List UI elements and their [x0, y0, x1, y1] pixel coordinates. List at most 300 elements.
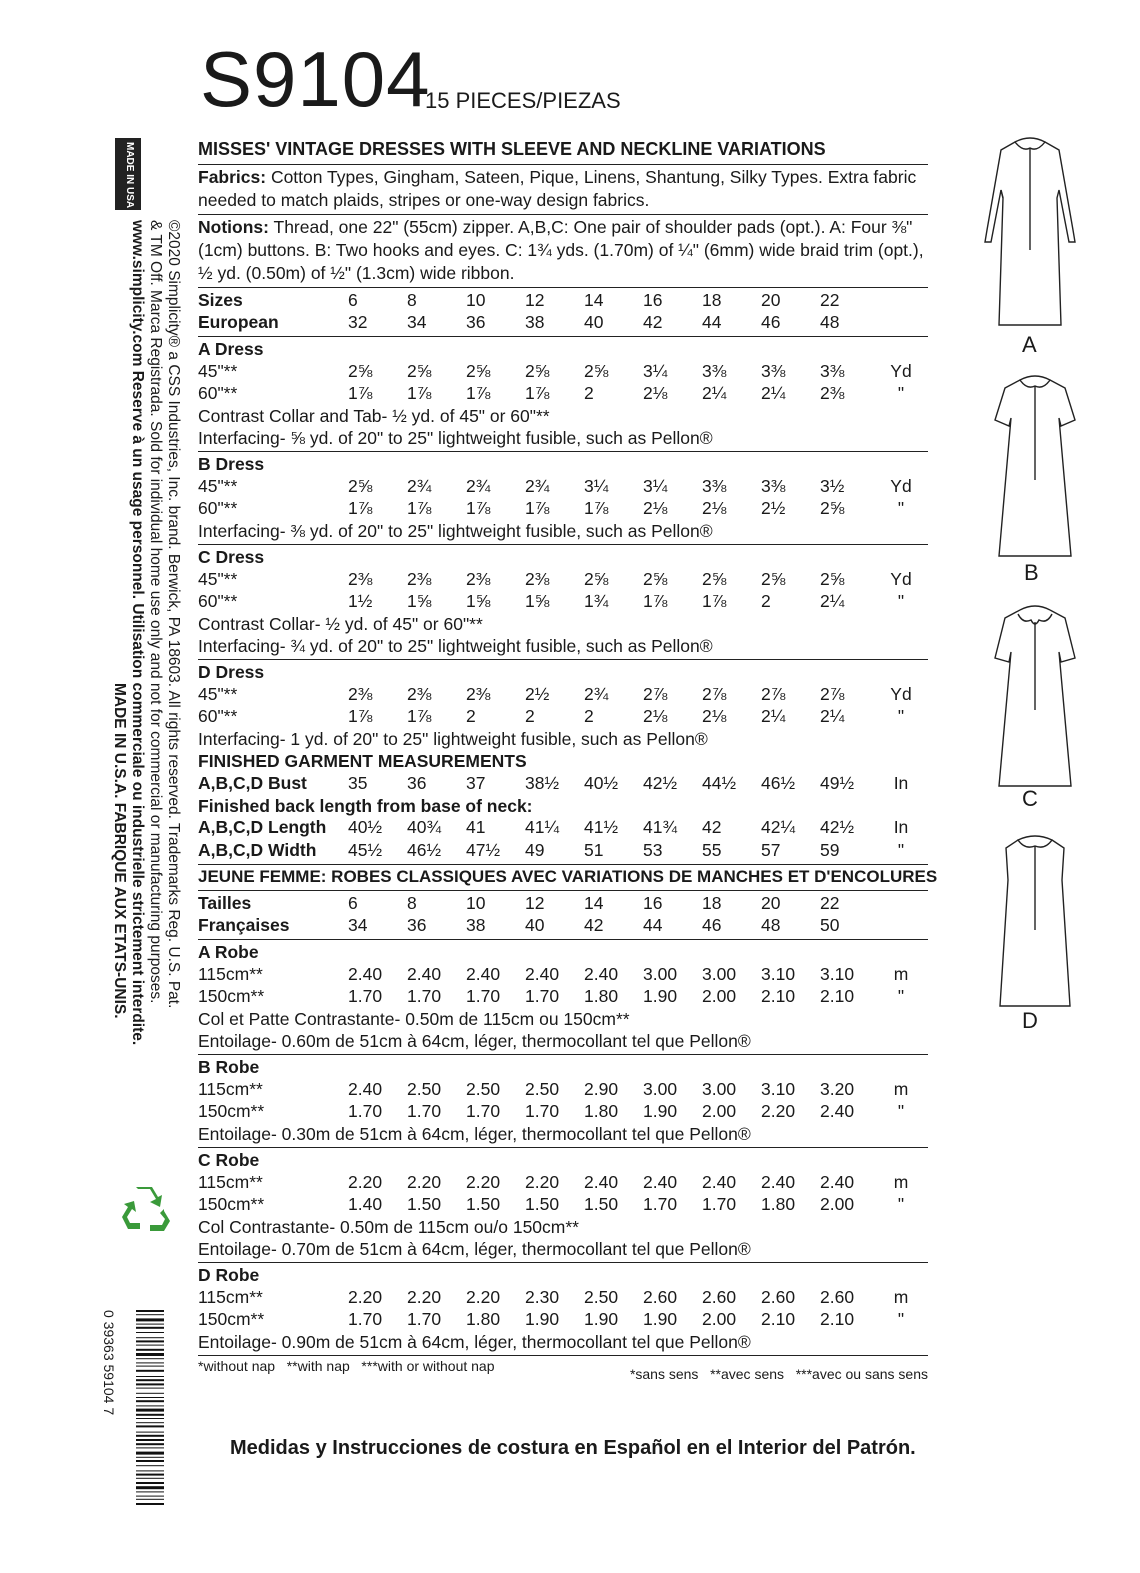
- table-cell: 34: [407, 312, 427, 333]
- table-cell: 1.90: [643, 1309, 678, 1330]
- table-row: [198, 475, 928, 498]
- table-cell: 3⅜: [702, 475, 727, 496]
- table-cell: 3⅜: [761, 475, 786, 496]
- table-cell: 2⅝: [584, 568, 609, 589]
- table-row: [198, 1286, 928, 1309]
- table-cell: 2.40: [702, 1171, 737, 1192]
- table-cell: 40½: [348, 817, 383, 838]
- table-cell: 2: [761, 591, 771, 612]
- barcode-bar: [136, 1314, 164, 1315]
- barcode-bar: [136, 1503, 164, 1505]
- dresses-en: [198, 338, 928, 750]
- table-cell: 1⅝: [466, 591, 491, 612]
- barcode-bar: [136, 1432, 164, 1433]
- fabrics: Fabrics: Cotton Types, Gingham, Sateen, Pique, Linens, Shantung, Silky Types. Extra fabric needed to match plaids, stripes or one-way design fabrics.: [198, 166, 917, 210]
- table-cell: 2¼: [761, 706, 786, 727]
- garment-title: C Robe: [198, 1150, 260, 1171]
- row-label: 45"**: [198, 360, 238, 381]
- row-label: Françaises: [198, 915, 290, 936]
- table-cell: 2⅝: [643, 568, 668, 589]
- table-row: [198, 383, 928, 406]
- garment-title: A Robe: [198, 942, 259, 963]
- table-cell: 2.10: [761, 1309, 796, 1330]
- table-row: [198, 498, 928, 521]
- table-cell: 2.20: [525, 1171, 560, 1192]
- table-row: [198, 892, 928, 915]
- table-cell: 3⅜: [702, 360, 727, 381]
- table-cell: 18: [702, 289, 722, 310]
- table-cell: 40¾: [407, 817, 442, 838]
- table-cell: 1¾: [584, 591, 609, 612]
- table-cell: 1⅞: [466, 383, 491, 404]
- table-cell: 6: [348, 289, 358, 310]
- sketch-label-c: C: [1022, 786, 1038, 811]
- sketch-label-d: D: [1022, 1008, 1038, 1033]
- garment-title: D Robe: [198, 1265, 260, 1286]
- table-cell: 1.50: [466, 1194, 501, 1215]
- table-cell: 35: [348, 772, 368, 793]
- table-cell: 2.60: [761, 1286, 796, 1307]
- table-cell: 2.10: [761, 986, 796, 1007]
- unit-label: ": [897, 498, 905, 519]
- row-label: 45"**: [198, 475, 238, 496]
- table-row: [198, 683, 928, 706]
- table-cell: 1.70: [407, 1309, 442, 1330]
- table-cell: 10: [466, 892, 486, 913]
- table-cell: 2¾: [466, 475, 491, 496]
- row-label: 115cm**: [198, 1286, 263, 1307]
- table-cell: 2.00: [820, 1194, 855, 1215]
- table-cell: 2⅝: [820, 568, 845, 589]
- table-cell: 2.20: [348, 1171, 383, 1192]
- table-cell: 1.90: [643, 986, 678, 1007]
- table-cell: 2⅝: [348, 475, 373, 496]
- row-label: 150cm**: [198, 986, 265, 1007]
- made-in-usa-badge: MADE IN USA: [115, 138, 141, 210]
- table-cell: 32: [348, 312, 368, 333]
- table-cell: 44: [702, 312, 722, 333]
- table-row: [198, 289, 928, 312]
- row-label: 150cm**: [198, 1194, 265, 1215]
- table-cell: 1.50: [407, 1194, 442, 1215]
- barcode-bar: [136, 1409, 164, 1412]
- table-row: [198, 568, 928, 591]
- table-cell: 3⅜: [761, 360, 786, 381]
- barcode-bar: [136, 1337, 164, 1338]
- table-cell: 3.00: [702, 1078, 737, 1099]
- unit-label: ": [897, 1309, 905, 1330]
- table-cell: 1.50: [525, 1194, 560, 1215]
- table-cell: 16: [643, 892, 663, 913]
- table-cell: 2⅝: [584, 360, 609, 381]
- table-cell: 2.40: [820, 1171, 855, 1192]
- table-cell: 2.50: [584, 1286, 619, 1307]
- barcode-bar: [136, 1414, 164, 1416]
- table-cell: 40½: [584, 772, 619, 793]
- table-cell: 36: [466, 312, 486, 333]
- barcode-bar: [136, 1370, 164, 1372]
- table-cell: 53: [643, 839, 663, 860]
- table-cell: 2: [584, 383, 594, 404]
- sketch-c: [985, 600, 1085, 790]
- table-cell: 1.70: [407, 986, 442, 1007]
- sketch-d: [990, 830, 1080, 1010]
- sizes-en: [198, 289, 928, 334]
- table-cell: 46: [761, 312, 781, 333]
- unit-label: ": [897, 706, 905, 727]
- finished-measurements: [198, 772, 928, 862]
- table-cell: 55: [702, 839, 722, 860]
- unit-label: ": [897, 1101, 905, 1122]
- row-label: European: [198, 312, 279, 333]
- garment-note: Interfacing- ⅜ yd. of 20" to 25" lightweight fusible, such as Pellon®: [198, 521, 713, 542]
- table-cell: 2.40: [820, 1101, 855, 1122]
- sketch-a: [975, 130, 1085, 330]
- row-label: 150cm**: [198, 1101, 265, 1122]
- table-row: [198, 706, 928, 729]
- pattern-number: S9104: [200, 35, 431, 123]
- table-cell: 46: [702, 915, 722, 936]
- table-cell: 2⅝: [466, 360, 491, 381]
- barcode-bar: [136, 1366, 164, 1367]
- barcode-bar: [136, 1324, 164, 1325]
- barcode-bar: [136, 1383, 164, 1385]
- table-cell: 2⅜: [466, 683, 491, 704]
- table-cell: 3¼: [643, 360, 668, 381]
- garment-note: Col Contrastante- 0.50m de 115cm ou/o 150cm**: [198, 1217, 579, 1238]
- table-cell: 2.20: [407, 1171, 442, 1192]
- table-cell: 2⅜: [466, 568, 491, 589]
- row-label: Tailles: [198, 892, 252, 913]
- table-cell: 42: [643, 312, 663, 333]
- barcode-bar: [136, 1460, 164, 1462]
- table-cell: 38½: [525, 772, 560, 793]
- table-cell: 1⅞: [407, 383, 432, 404]
- table-cell: 22: [820, 892, 840, 913]
- back-length-label: Finished back length from base of neck:: [198, 795, 533, 816]
- table-cell: 2.40: [525, 963, 560, 984]
- unit-label: ": [897, 986, 905, 1007]
- garment-note: Interfacing- ⅝ yd. of 20" to 25" lightweight fusible, such as Pellon®: [198, 428, 713, 449]
- table-cell: 2.40: [643, 1171, 678, 1192]
- table-cell: 3½: [820, 475, 845, 496]
- table-cell: 2⅜: [525, 568, 550, 589]
- table-cell: 49: [525, 839, 545, 860]
- unit-label: m: [893, 1286, 909, 1307]
- row-label: 60"**: [198, 706, 238, 727]
- finished-title: FINISHED GARMENT MEASUREMENTS: [198, 751, 527, 772]
- barcode-bar: [136, 1482, 164, 1484]
- row-label: A,B,C,D Length: [198, 817, 327, 838]
- table-cell: 1.50: [584, 1194, 619, 1215]
- table-cell: 8: [407, 892, 417, 913]
- row-label: 150cm**: [198, 1309, 265, 1330]
- row-label: 60"**: [198, 591, 238, 612]
- garment-title: D Dress: [198, 662, 265, 683]
- table-cell: 44½: [702, 772, 737, 793]
- table-cell: 6: [348, 892, 358, 913]
- table-cell: 3.10: [761, 963, 796, 984]
- barcode-bar: [136, 1388, 164, 1389]
- table-cell: 2: [584, 706, 594, 727]
- row-label: 115cm**: [198, 963, 263, 984]
- table-cell: 8: [407, 289, 417, 310]
- table-cell: 41: [466, 817, 486, 838]
- barcode-bar: [136, 1393, 164, 1394]
- table-cell: 2.20: [348, 1286, 383, 1307]
- table-cell: 2⅝: [348, 360, 373, 381]
- barcode-bar: [136, 1358, 164, 1359]
- table-row: [198, 839, 928, 862]
- table-cell: 20: [761, 892, 781, 913]
- table-row: [198, 986, 928, 1009]
- table-cell: 57: [761, 839, 781, 860]
- table-cell: 1.80: [584, 986, 619, 1007]
- garment-note: Entoilage- 0.30m de 51cm à 64cm, léger, thermocollant tel que Pellon®: [198, 1124, 751, 1145]
- sizes-fr: [198, 892, 928, 937]
- table-cell: 40: [525, 915, 545, 936]
- robes-fr: [198, 941, 928, 1353]
- table-cell: 38: [466, 915, 486, 936]
- table-cell: 1⅞: [348, 706, 373, 727]
- table-cell: 2⅜: [348, 683, 373, 704]
- table-cell: 2½: [761, 498, 786, 519]
- table-cell: 41½: [584, 817, 619, 838]
- table-cell: 2.30: [525, 1286, 560, 1307]
- barcode-bar: [136, 1405, 164, 1406]
- table-cell: 42: [702, 817, 722, 838]
- barcode-bar: [136, 1418, 164, 1419]
- table-cell: 1.80: [466, 1309, 501, 1330]
- table-cell: 1.70: [702, 1194, 737, 1215]
- garment-note: Interfacing- 1 yd. of 20" to 25" lightweight fusible, such as Pellon®: [198, 729, 708, 750]
- footnote-fr: *sans sens **avec sens ***avec ou sans sens: [629, 1366, 928, 1383]
- table-cell: 16: [643, 289, 663, 310]
- table-cell: 40: [584, 312, 604, 333]
- table-cell: 2¼: [761, 383, 786, 404]
- garment-note: Entoilage- 0.70m de 51cm à 64cm, léger, thermocollant tel que Pellon®: [198, 1239, 751, 1260]
- table-row: [198, 963, 928, 986]
- sketch-b: [985, 370, 1085, 560]
- garment-note: Interfacing- ¾ yd. of 20" to 25" lightweight fusible, such as Pellon®: [198, 636, 713, 657]
- table-cell: 2¾: [407, 475, 432, 496]
- table-cell: 18: [702, 892, 722, 913]
- table-cell: 1⅞: [348, 498, 373, 519]
- table-cell: 3.00: [643, 963, 678, 984]
- table-cell: 2⅝: [407, 360, 432, 381]
- table-cell: 3⅜: [820, 360, 845, 381]
- table-cell: 1.90: [643, 1101, 678, 1122]
- table-cell: 46½: [407, 839, 442, 860]
- sketch-label-a: A: [1022, 332, 1037, 357]
- legal-line-1: ©2020 Simplicity® a CSS Industries, Inc. brand. Berwick, PA 18603. All rights reserved. Trademarks Reg. U.S. Pat.: [165, 220, 182, 1009]
- table-cell: 2: [525, 706, 535, 727]
- garment-note: Contrast Collar and Tab- ½ yd. of 45" or 60"**: [198, 406, 550, 427]
- table-cell: 2⅝: [525, 360, 550, 381]
- garment-title: A Dress: [198, 339, 264, 360]
- table-cell: 1.70: [525, 1101, 560, 1122]
- table-cell: 36: [407, 915, 427, 936]
- barcode-bar: [136, 1496, 164, 1497]
- table-cell: 44: [643, 915, 663, 936]
- table-row: [198, 360, 928, 383]
- footnote-en: *without nap **with nap ***with or without nap: [198, 1358, 495, 1375]
- table-cell: 2.50: [407, 1078, 442, 1099]
- table-cell: 1.80: [761, 1194, 796, 1215]
- recycle-icon: [120, 1185, 172, 1235]
- table-cell: 2¼: [820, 591, 845, 612]
- table-cell: 2.60: [643, 1286, 678, 1307]
- row-label: 115cm**: [198, 1078, 263, 1099]
- table-cell: 1.70: [525, 986, 560, 1007]
- table-cell: 1⅞: [466, 498, 491, 519]
- unit-label: m: [893, 963, 909, 984]
- table-cell: 1.80: [584, 1101, 619, 1122]
- table-cell: 34: [348, 915, 368, 936]
- table-cell: 41¾: [643, 817, 678, 838]
- table-row: [198, 1171, 928, 1194]
- barcode-bar: [136, 1435, 164, 1437]
- table-cell: 1.70: [348, 986, 383, 1007]
- garment-note: Entoilage- 0.60m de 51cm à 64cm, léger, thermocollant tel que Pellon®: [198, 1031, 751, 1052]
- barcode-bar: [136, 1397, 164, 1398]
- barcode-bar: [136, 1478, 164, 1479]
- table-cell: 1⅞: [702, 591, 727, 612]
- table-cell: 2.20: [761, 1101, 796, 1122]
- unit-label: Yd: [890, 568, 912, 589]
- barcode-bar: [136, 1447, 164, 1448]
- table-cell: 45½: [348, 839, 383, 860]
- table-cell: 48: [820, 312, 840, 333]
- barcode-bar: [136, 1332, 164, 1333]
- unit-label: ": [897, 383, 905, 404]
- table-cell: 2⅞: [761, 683, 786, 704]
- table-row: [198, 1078, 928, 1101]
- legal-line-4: MADE IN U.S.A. FABRIQUE AUX ETATS-UNIS.: [111, 683, 128, 1019]
- table-cell: 1½: [348, 591, 373, 612]
- barcode-bar: [136, 1470, 164, 1471]
- table-cell: 1.70: [466, 1101, 501, 1122]
- table-cell: 2½: [525, 683, 550, 704]
- table-cell: 14: [584, 892, 604, 913]
- table-cell: 1⅞: [348, 383, 373, 404]
- table-cell: 14: [584, 289, 604, 310]
- table-cell: 51: [584, 839, 604, 860]
- table-cell: 2⅛: [702, 706, 727, 727]
- row-label: 45"**: [198, 683, 238, 704]
- table-cell: 41¼: [525, 817, 560, 838]
- table-cell: 2.40: [584, 963, 619, 984]
- table-cell: 2.40: [584, 1171, 619, 1192]
- table-cell: 2⅛: [643, 706, 668, 727]
- table-cell: 1⅞: [584, 498, 609, 519]
- table-cell: 1.90: [525, 1309, 560, 1330]
- table-row: [198, 1194, 928, 1217]
- row-label: 60"**: [198, 498, 238, 519]
- barcode-bar: [136, 1465, 164, 1466]
- barcode-bar: [136, 1425, 164, 1427]
- table-cell: 59: [820, 839, 840, 860]
- table-cell: 2⅛: [702, 498, 727, 519]
- table-cell: 47½: [466, 839, 501, 860]
- table-cell: 3.00: [702, 963, 737, 984]
- row-label: Sizes: [198, 289, 243, 310]
- table-cell: 2: [466, 706, 476, 727]
- table-cell: 1⅞: [643, 591, 668, 612]
- table-cell: 1.70: [348, 1309, 383, 1330]
- barcode-bar: [136, 1318, 164, 1321]
- garment-note: Entoilage- 0.90m de 51cm à 64cm, léger, thermocollant tel que Pellon®: [198, 1332, 751, 1353]
- table-cell: 1⅞: [525, 498, 550, 519]
- table-cell: 2⅜: [348, 568, 373, 589]
- table-cell: 2⅜: [407, 568, 432, 589]
- table-cell: 1.70: [407, 1101, 442, 1122]
- table-cell: 2¾: [525, 475, 550, 496]
- unit-label: Yd: [890, 683, 912, 704]
- row-label: 60"**: [198, 383, 238, 404]
- sketch-label-b: B: [1024, 560, 1039, 585]
- table-cell: 2.20: [407, 1286, 442, 1307]
- table-cell: 2¾: [584, 683, 609, 704]
- table-cell: 42½: [643, 772, 678, 793]
- table-cell: 3.00: [643, 1078, 678, 1099]
- table-cell: 2¼: [820, 706, 845, 727]
- legal-line-3: www.simplicity.com Reserve à un usage personnel. Utilisation commerciale ou industrielle strictement interdite.: [129, 220, 146, 1046]
- table-row: [198, 1309, 928, 1332]
- table-cell: 2.40: [466, 963, 501, 984]
- unit-label: m: [893, 1078, 909, 1099]
- table-cell: 1.90: [584, 1309, 619, 1330]
- unit-label: ": [897, 1194, 905, 1215]
- table-cell: 2.40: [407, 963, 442, 984]
- unit-label: ": [897, 591, 905, 612]
- barcode-bar: [136, 1474, 164, 1476]
- legal-line-2: & TM Off. Marca Registrada. Sold for individual home use only and not for commercial or manufacturing purposes.: [147, 220, 164, 1004]
- unit-label: In: [893, 772, 909, 793]
- table-cell: 1⅞: [407, 498, 432, 519]
- garment-note: Col et Patte Contrastante- 0.50m de 115cm ou 150cm**: [198, 1009, 630, 1030]
- table-cell: 2⅛: [643, 498, 668, 519]
- spanish-note: Medidas y Instrucciones de costura en Español en el Interior del Patrón.: [230, 1437, 916, 1459]
- table-cell: 22: [820, 289, 840, 310]
- table-cell: 3¼: [584, 475, 609, 496]
- table-cell: 1⅞: [525, 383, 550, 404]
- table-cell: 2.60: [702, 1286, 737, 1307]
- table-cell: 42: [584, 915, 604, 936]
- table-cell: 48: [761, 915, 781, 936]
- notions: Notions: Thread, one 22" (55cm) zipper. A,B,C: One pair of shoulder pads (opt.). A: Four ⅜" (1cm) buttons. B: Two hooks and eyes. C: 1¾ yds. (1.70m) of ¼" (6mm) wide braid trim (opt.), ½ yd. (0.50m) of ½" (1.3cm) wide ribbon.: [198, 216, 924, 284]
- table-cell: 2⅝: [820, 498, 845, 519]
- table-cell: 2⅜: [407, 683, 432, 704]
- table-cell: 2⅝: [761, 568, 786, 589]
- title-fr: JEUNE FEMME: ROBES CLASSIQUES AVEC VARIATIONS DE MANCHES ET D'ENCOLURES: [198, 866, 938, 886]
- unit-label: In: [893, 817, 909, 838]
- table-cell: 2⅞: [643, 683, 668, 704]
- barcode-bar: [136, 1353, 164, 1356]
- barcode-bar: [136, 1340, 164, 1342]
- barcode-bar: [136, 1379, 164, 1381]
- barcode-bar: [136, 1376, 164, 1377]
- pieces-count: 15 PIECES/PIEZAS: [425, 88, 621, 113]
- table-cell: 3.10: [820, 963, 855, 984]
- table-cell: 12: [525, 289, 545, 310]
- table-cell: 2⅞: [702, 683, 727, 704]
- table-cell: 2¼: [702, 383, 727, 404]
- barcode-bar: [136, 1362, 164, 1363]
- garment-title: C Dress: [198, 547, 265, 568]
- table-cell: 2.20: [466, 1171, 501, 1192]
- title-en: MISSES' VINTAGE DRESSES WITH SLEEVE AND NECKLINE VARIATIONS: [198, 139, 826, 159]
